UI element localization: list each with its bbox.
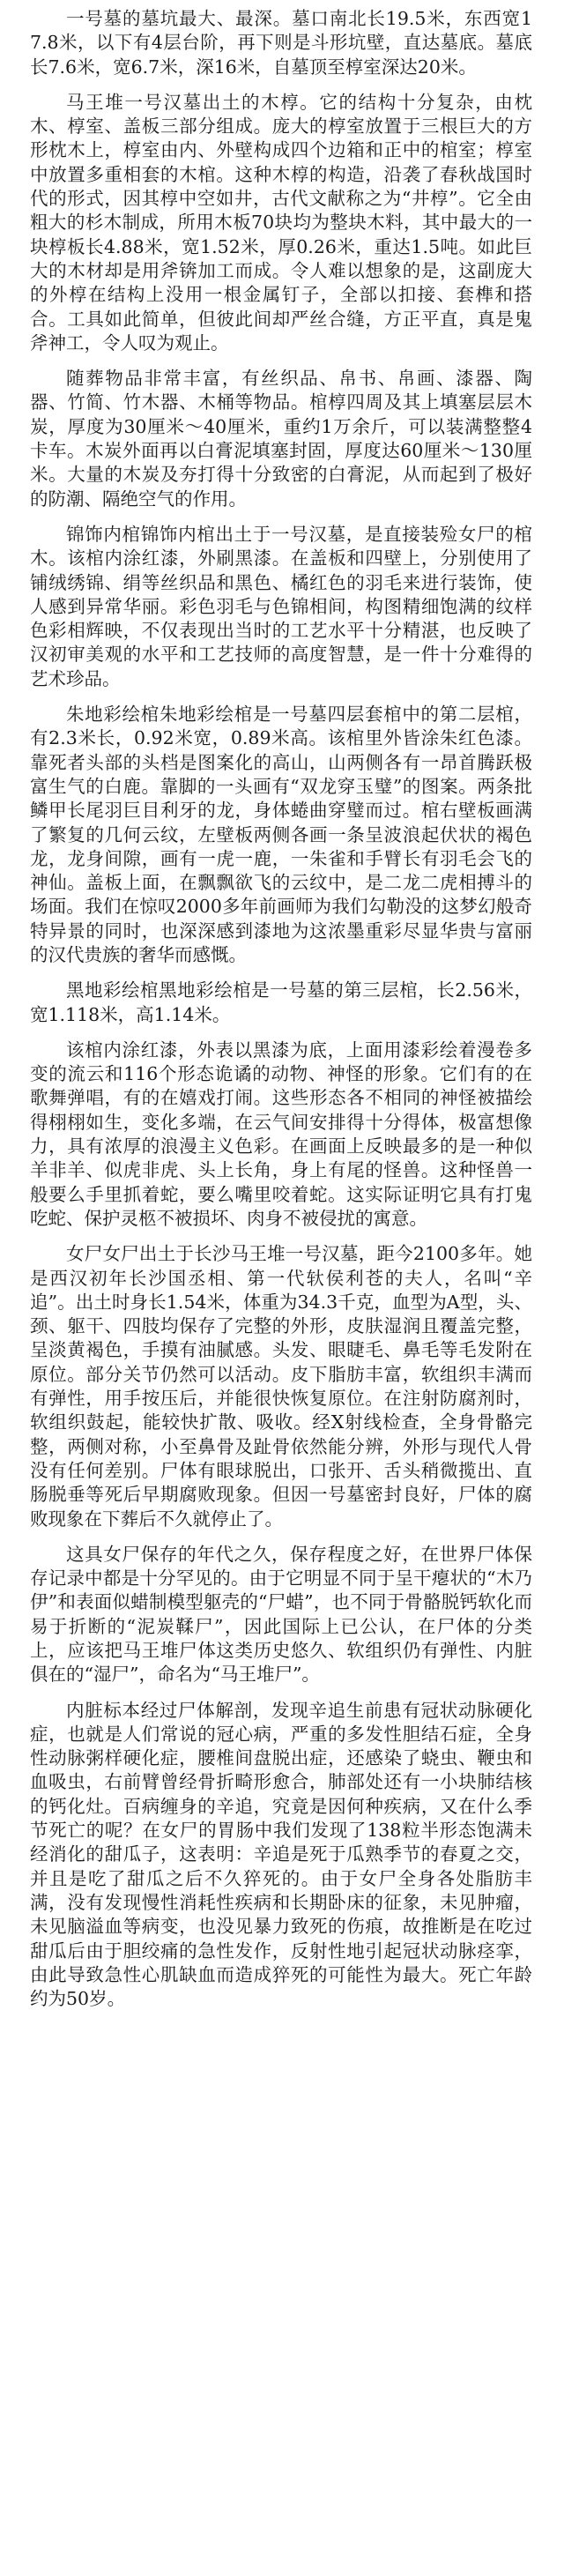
paragraph-autopsy: 内脏标本经过尸体解剖，发现辛追生前患有冠状动脉硬化症，也就是人们常说的冠心病，严重的多发性胆结石症，全身性动脉粥样硬化症，腰椎间盘脱出症，还感染了蛲虫、鞭虫和血吸虫，右前臂曾经骨折畸形愈合，肺部处还有一小块肺结核的钙化灶。百病缠身的辛追，究竟是因何种疾病，又在什么季节死亡的呢？在女尸的胃肠中我们发现了138粒半形态饱满未经消化的甜瓜子，这表明：辛追是死于瓜熟季节的春夏之交，并且是吃了甜瓜之后不久猝死的。由于女尸全身各处脂肪丰满，没有发现慢性消耗性疾病和长期卧床的征象，未见肿瘤，未见脑溢血等病变，也没见暴力致死的伤痕，故推断是在吃过甜瓜后由于胆绞痛的急性发作，反射性地引起冠状动脉痉挛，由此导致急性心肌缺血而造成猝死的可能性为最大。死亡年龄约为50岁。	[30, 1699, 532, 2010]
paragraph-black-painted-coffin-decoration: 该棺内涂红漆，外表以黑漆为底，上面用漆彩绘着漫卷多变的流云和116个形态诡谲的动物、神怪的形象。它们有的在歌舞弹唱，有的在嬉戏打闹。这些形态各不相同的神怪被描绘得栩栩如生，变化多端，在云气间安排得十分得体，极富想像力，具有浓厚的浪漫主义色彩。在画面上反映最多的是一种似羊非羊、似虎非虎、头上长角，身上有尾的怪兽。这种怪兽一般要么手里抓着蛇，要么嘴里咬着蛇。这实际证明它具有打鬼吃蛇、保护灵柩不被损坏、肉身不被侵扰的寓意。	[30, 1039, 532, 1229]
paragraph-red-painted-coffin: 朱地彩绘棺朱地彩绘棺是一号墓四层套棺中的第二层棺，有2.3米长，0.92米宽，0.89米高。该棺里外皆涂朱红色漆。靠死者头部的头档是图案化的高山，山两侧各有一昂首腾跃极富生气的白鹿。靠脚的一头画有“双龙穿玉璧”的图案。两条批鳞甲长尾羽巨目利牙的龙，身体蜷曲穿璧而过。棺右壁板画满了繁复的几何云纹，左壁板两侧各画一条呈波浪起伏状的褐色龙，龙身间隙，画有一虎一鹿，一朱雀和手臂长有羽毛会飞的神仙。盖板上面，在飘飘欲飞的云纹中，是二龙二虎相搏斗的场面。我们在惊叹2000多年前画师为我们勾勒没的这梦幻般奇特异景的同时，也深深感到漆地为这浓墨重彩尽显华贵与富丽的汉代贵族的奢华而感慨。	[30, 704, 532, 965]
paragraph-burial-objects: 随葬物品非常丰富，有丝织品、帛书、帛画、漆器、陶器、竹简、竹木器、木桶等物品。棺椁四周及其上填塞层层木炭，厚度为30厘米～40厘米，重约1万余斤，可以装满整整4卡车。木炭外面再以白膏泥填塞封固，厚度达60厘米～130厘米。大量的木炭及夯打得十分致密的白膏泥，从而起到了极好的防潮、隔绝空气的作用。	[30, 368, 532, 510]
paragraph-tomb-pit: 一号墓的墓坑最大、最深。墓口南北长19.5米，东西宽17.8米，以下有4层台阶，再下则是斗形坑壁，直达墓底。墓底长7.6米，宽6.7米，深16米，自墓顶至椁室深达20米。	[30, 8, 532, 78]
paragraph-brocade-inner-coffin: 锦饰内棺锦饰内棺出土于一号汉墓，是直接装殓女尸的棺木。该棺内涂红漆，外刷黑漆。在盖板和四壁上，分别使用了铺绒绣锦、绢等丝织品和黑色、橘红色的羽毛来进行装饰，使人感到异常华丽。彩色羽毛与色锦相间，构图精细饱满的纹样色彩相辉映，不仅表现出当时的工艺水平十分精湛，也反映了汉初审美观的水平和工艺技师的高度智慧，是一件十分难得的艺术珍品。	[30, 523, 532, 689]
paragraph-female-corpse: 女尸女尸出土于长沙马王堆一号汉墓，距今2100多年。她是西汉初年长沙国丞相、第一代轪侯利苍的夫人，名叫“辛追”。出土时身长1.54米，体重为34.3千克，血型为A型，头、颈、躯干、四肢均保存了完整的外形，皮肤湿润且覆盖完整，呈淡黄褐色，手摸有油腻感。头发、眼睫毛、鼻毛等毛发附在原位。部分关节仍然可以活动。皮下脂肪丰富，软组织丰满而有弹性，用手按压后，并能很快恢复原位。在注射防腐剂时，软组织鼓起，能较快扩散、吸收。经X射线检查，全身骨骼完整，两侧对称，小至鼻骨及趾骨依然能分辨，外形与现代人骨没有任何差别。尸体有眼球脱出，口张开、舌头稍微揽出、直肠脱垂等死后早期腐败现象。但因一号墓密封良好，尸体的腐败现象在下葬后不久就停止了。	[30, 1243, 532, 1530]
paragraph-black-painted-coffin-size: 黑地彩绘棺黑地彩绘棺是一号墓的第三层棺，长2.56米，宽1.118米，高1.14米。	[30, 979, 532, 1025]
paragraph-preservation: 这具女尸保存的年代之久，保存程度之好，在世界尸体保存记录中都是十分罕见的。由于它明显不同于呈干瘪状的“木乃伊”和表面似蜡制模型躯壳的“尸蜡”，也不同于骨骼脱钙软化而易于折断的“泥炭鞣尸”，因此国际上已公认，在尸体的分类上，应该把马王堆尸体这类历史悠久、软组织仍有弹性、内脏俱在的“湿尸”，命名为“马王堆尸”。	[30, 1543, 532, 1686]
paragraph-wooden-coffin-chamber: 马王堆一号汉墓出土的木椁。它的结构十分复杂，由枕木、椁室、盖板三部分组成。庞大的椁室放置于三根巨大的方形枕木上，椁室由内、外壁构成四个边箱和正中的棺室；椁室中放置多重相套的木棺。这种木椁的构造，沿袭了春秋战国时代的形式，因其椁中空如井，古代文献称之为“井椁”。它全由粗大的杉木制成，所用木板70块均为整块木料，其中最大的一块椁板长4.88米，宽1.52米，厚0.26米，重达1.5吨。如此巨大的木材却是用斧锛加工而成。令人难以想象的是，这副庞大的外椁在结构上没用一根金属钉子，全部以扣接、套榫和搭合。工具如此简单，但彼此间却严丝合缝，方正平直，真是鬼斧神工，令人叹为观止。	[30, 91, 532, 354]
